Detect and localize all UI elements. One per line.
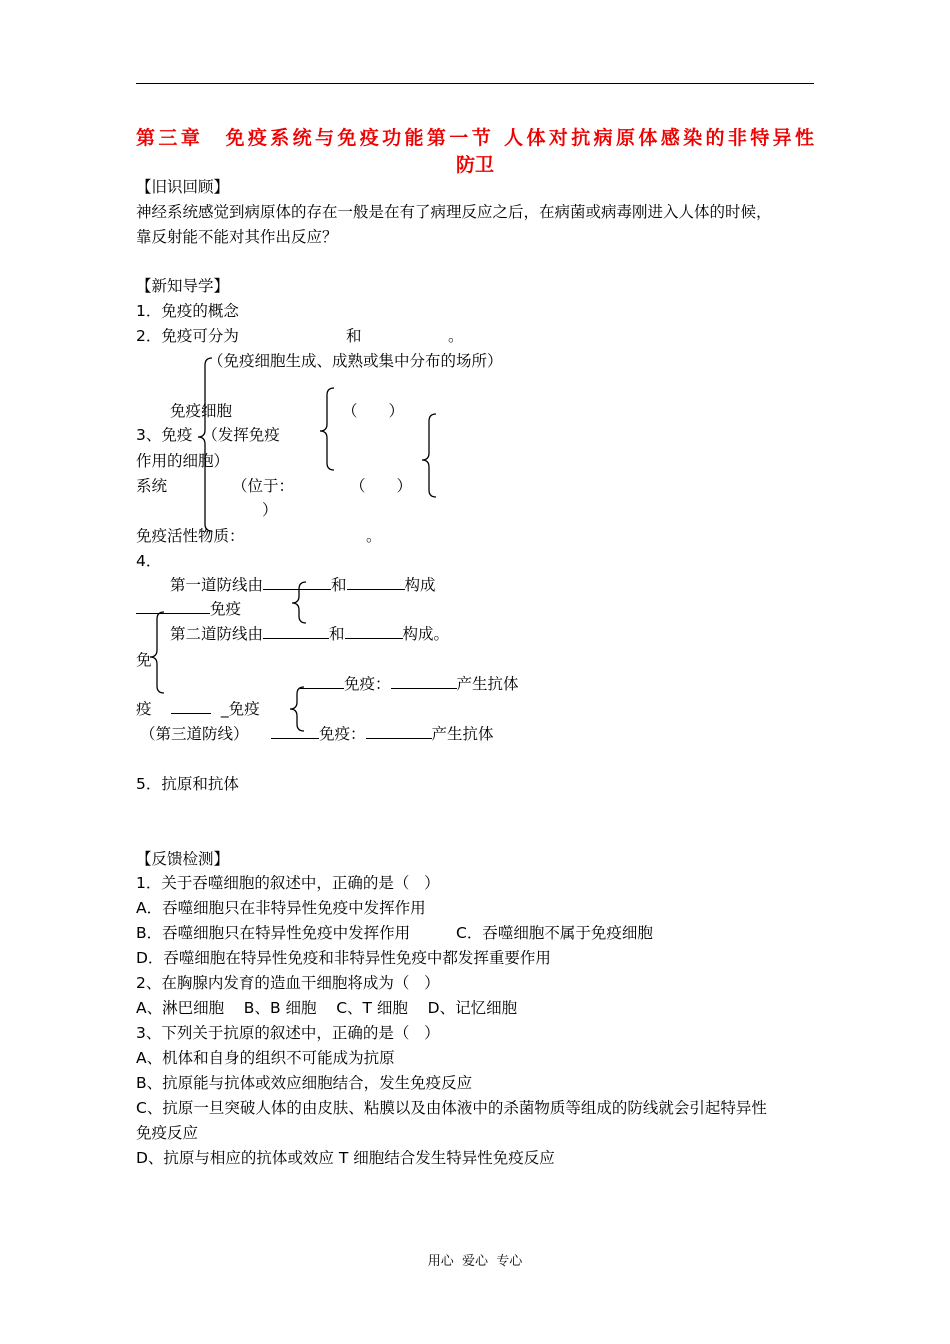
- third-defense-line: （第三道防线）: [140, 725, 249, 743]
- footer-text: 用心 爱心 专心: [427, 1254, 523, 1269]
- header-rule: [136, 83, 814, 84]
- feedback-q1-option-a: A．吞噬细胞只在非特异性免疫中发挥作用: [136, 899, 426, 917]
- feedback-q2: 2、在胸腺内发育的造血干细胞将成为（ ）: [136, 974, 440, 992]
- feedback-heading: 【反馈检测】: [136, 850, 230, 868]
- nonspecific-immunity: 免疫: [136, 599, 241, 619]
- feedback-q1-option-b: B．吞噬细胞只在特异性免疫中发挥作用: [136, 924, 411, 942]
- feedback-q1: 1．关于吞噬细胞的叙述中，正确的是（ ）: [136, 874, 440, 892]
- chapter-title-continued: 防卫: [455, 154, 494, 176]
- immune-cell-brace: [320, 388, 334, 470]
- question-1: 1．免疫的概念: [136, 302, 239, 320]
- cell-immunity-line: 免疫： 产生抗体: [271, 724, 494, 744]
- feedback-q1-option-d: D．吞噬细胞在特异性免疫和非特异性免疫中都发挥重要作用: [136, 949, 551, 967]
- blank-paren-1: （ ）: [342, 402, 405, 420]
- specific-immunity: _免疫: [171, 699, 260, 719]
- second-defense-line: 第二道防线由 和 构成。: [170, 625, 450, 643]
- question-2-end: 。: [448, 327, 464, 345]
- feedback-q3-option-b: B、抗原能与抗体或效应细胞结合，发生免疫反应: [136, 1074, 473, 1092]
- feedback-q3-option-c-line1: C、抗原一旦突破人体的由皮肤、粘膜以及由体液中的杀菌物质等组成的防线就会引起特异性: [136, 1099, 767, 1117]
- immunity-label-mian: 免: [136, 651, 152, 669]
- feedback-q2-options: A、淋巴细胞 B、B 细胞 C、T 细胞 D、记忆细胞: [136, 999, 518, 1017]
- newknow-heading: 【新知导学】: [136, 277, 230, 295]
- close-paren: ）: [262, 501, 278, 519]
- review-text-line2: 靠反射能不能对其作出反应？: [136, 228, 338, 246]
- feedback-q3-option-a: A、机体和自身的组织不可能成为抗原: [136, 1049, 395, 1067]
- lymphocyte-brace: [422, 414, 436, 497]
- question-4: 4．: [136, 552, 162, 570]
- located-label: （位于：: [232, 477, 295, 495]
- active-substance-label: 免疫活性物质：: [136, 527, 245, 545]
- question-2-start: 2．免疫可分为: [136, 327, 239, 345]
- immune-cell-label: 免疫细胞: [170, 402, 233, 420]
- review-heading: 【旧识回顾】: [136, 178, 230, 196]
- active-substance-end: 。: [366, 527, 382, 545]
- question-3-label: 3、免疫 （发挥免疫: [136, 426, 280, 444]
- chapter-title: 第三章 免疫系统与免疫功能第一节 人体对抗病原体感染的非特异性: [136, 127, 814, 149]
- review-text-line1: 神经系统感觉到病原体的存在一般是在有了病理反应之后，在病菌或病毒刚进入人体的时候，: [136, 203, 772, 221]
- question-5: 5．抗原和抗体: [136, 775, 239, 793]
- humoral-immunity-line: 免疫： 产生抗体: [300, 674, 519, 694]
- feedback-q3: 3、下列关于抗原的叙述中，正确的是（ ）: [136, 1024, 440, 1042]
- immunity-brace: [150, 612, 164, 693]
- first-defense-line: 第一道防线由 和 构成: [170, 576, 436, 594]
- immunity-label-yi: 疫: [136, 700, 152, 718]
- feedback-q3-option-c-line2: 免疫反应: [136, 1124, 199, 1142]
- feedback-q3-option-d: D、抗原与相应的抗体或效应 T 细胞结合发生特异性免疫反应: [136, 1149, 555, 1167]
- blank-paren-2: （ ）: [350, 477, 413, 495]
- feedback-q1-option-c: C．吞噬细胞不属于免疫细胞: [456, 924, 653, 942]
- question-3-system: 系统: [136, 477, 168, 495]
- question-3-cell-role: 作用的细胞）: [136, 452, 230, 470]
- question-2-and: 和: [346, 327, 362, 345]
- immune-organ-label: （免疫细胞生成、成熟或集中分布的场所）: [208, 352, 503, 370]
